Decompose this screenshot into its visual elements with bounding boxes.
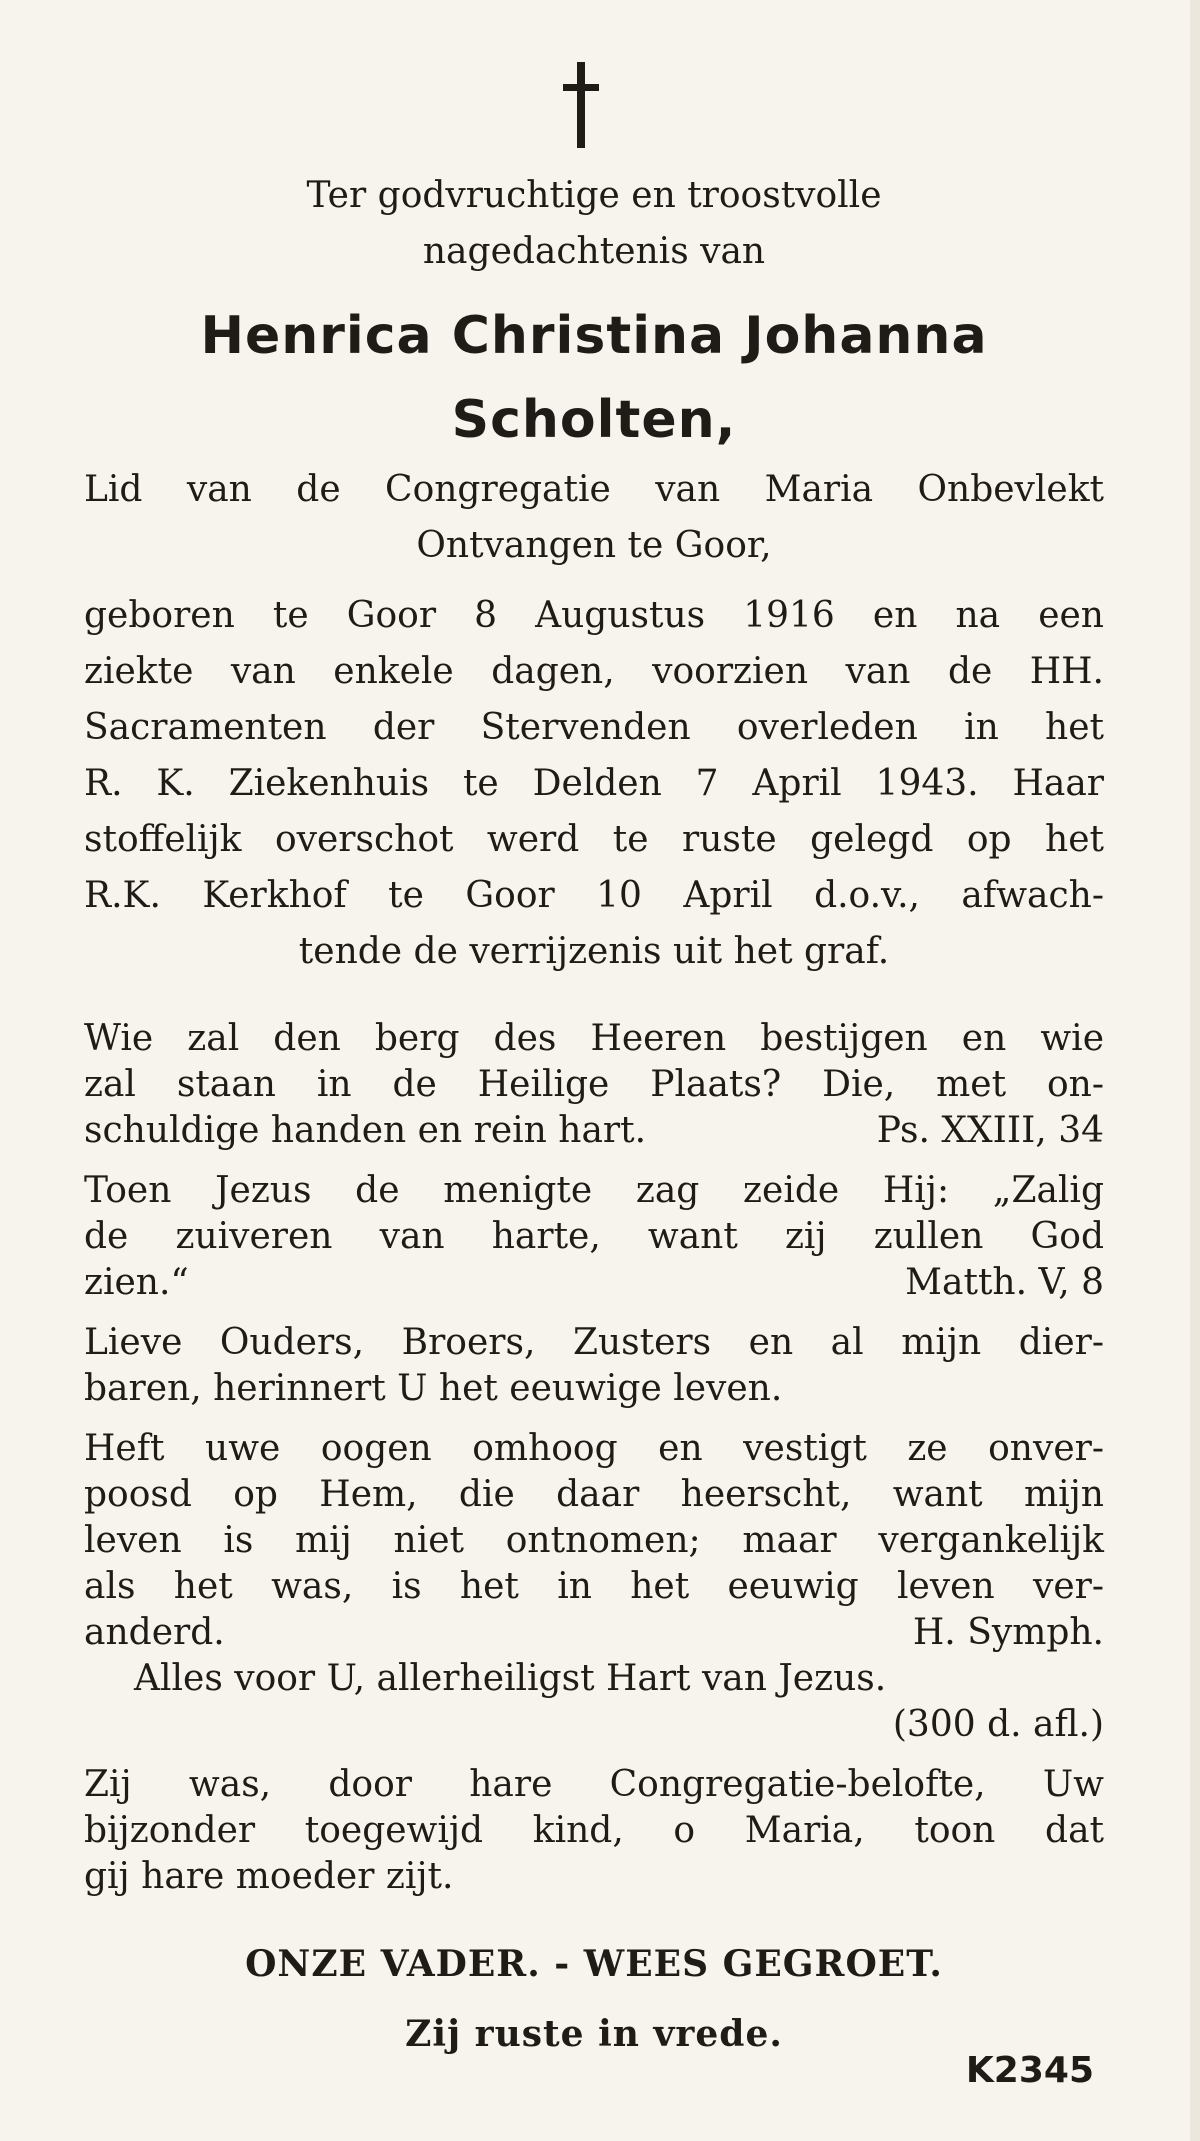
quote-source: Matth. V, 8 [905, 1262, 1104, 1303]
cross-icon [563, 62, 599, 148]
congregation-line: gij hare moeder zijt. [84, 1856, 454, 1897]
quote-line: leven is mij niet ontnomen; maar vergankelijk [84, 1520, 1104, 1561]
quote-line [84, 1260, 1104, 1306]
quote-line: Wie zal den berg des Heeren bestijgen en wie [84, 1018, 1104, 1059]
quote-source: Ps. XXIII, 34 [876, 1110, 1104, 1151]
quote-line: zal staan in de Heilige Plaats? Die, met on- [84, 1064, 1104, 1105]
prayers-request: ONZE VADER. - WEES GEGROET. [245, 1943, 943, 1985]
quote-line [84, 1108, 1104, 1154]
biography-line: R.K. Kerkhof te Goor 10 April d.o.v., afwach- [84, 875, 1104, 916]
prayer-line: Alles voor U, allerheiligst Hart van Jezus. [134, 1658, 887, 1699]
quote-source: H. Symph. [912, 1612, 1104, 1653]
intro-line: nagedachtenis van [422, 231, 766, 272]
biography-line: R. K. Ziekenhuis te Delden 7 April 1943. Haar [84, 763, 1104, 804]
biography [84, 588, 1104, 980]
closing-line: Zij ruste in vrede. [405, 2013, 783, 2055]
indulgence-prayer [84, 1656, 1104, 1748]
biography-line: tende de verrijzenis uit het graf. [298, 931, 890, 972]
biography-line: stoffelijk overschot werd te ruste gelegd op het [84, 819, 1104, 860]
quote-line [84, 1610, 1104, 1656]
congregation-line: Zij was, door hare Congregatie-belofte, Uw [84, 1764, 1104, 1805]
farewell-line: Lieve Ouders, Broers, Zusters en al mijn dier- [84, 1322, 1104, 1363]
psalm-quote [84, 1016, 1104, 1154]
biography-line: Sacramenten der Stervenden overleden in het [84, 707, 1104, 748]
print-reference: K2345 [965, 2050, 1094, 2091]
biography-line: geboren te Goor 8 Augustus 1916 en na een [84, 595, 1104, 636]
congregation-text [84, 1762, 1104, 1900]
congregation-line: bijzonder toegewijd kind, o Maria, toon dat [84, 1810, 1104, 1851]
biography-line: ziekte van enkele dagen, voorzien van de HH. [84, 651, 1104, 692]
quote-text: anderd. [84, 1612, 225, 1653]
farewell [84, 1320, 1104, 1412]
intro-line: Ter godvruchtige en troostvolle [306, 175, 882, 216]
quote-text: zien.“ [84, 1262, 189, 1303]
quote-line: als het was, is het in het eeuwig leven ver- [84, 1566, 1104, 1607]
indulgence-note: (300 d. afl.) [892, 1704, 1104, 1745]
quote-line: Heft uwe oogen omhoog en vestigt ze onver- [84, 1428, 1104, 1469]
membership-line: Ontvangen te Goor, [416, 525, 772, 566]
symph-quote [84, 1426, 1104, 1656]
quote-text: schuldige handen en rein hart. [84, 1110, 647, 1151]
quote-line: de zuiveren van harte, want zij zullen God [84, 1216, 1104, 1257]
deceased-name: Henrica Christina Johanna Scholten, [200, 306, 988, 450]
quote-line: Toen Jezus de menigte zag zeide Hij: „Zalig [84, 1170, 1104, 1211]
quote-line: poosd op Hem, die daar heerscht, want mijn [84, 1474, 1104, 1515]
membership-line: Lid van de Congregatie van Maria Onbevlekt [84, 469, 1104, 510]
farewell-line: baren, herinnert U het eeuwige leven. [84, 1368, 783, 1409]
card-text [84, 168, 1104, 2062]
matthew-quote [84, 1168, 1104, 1306]
